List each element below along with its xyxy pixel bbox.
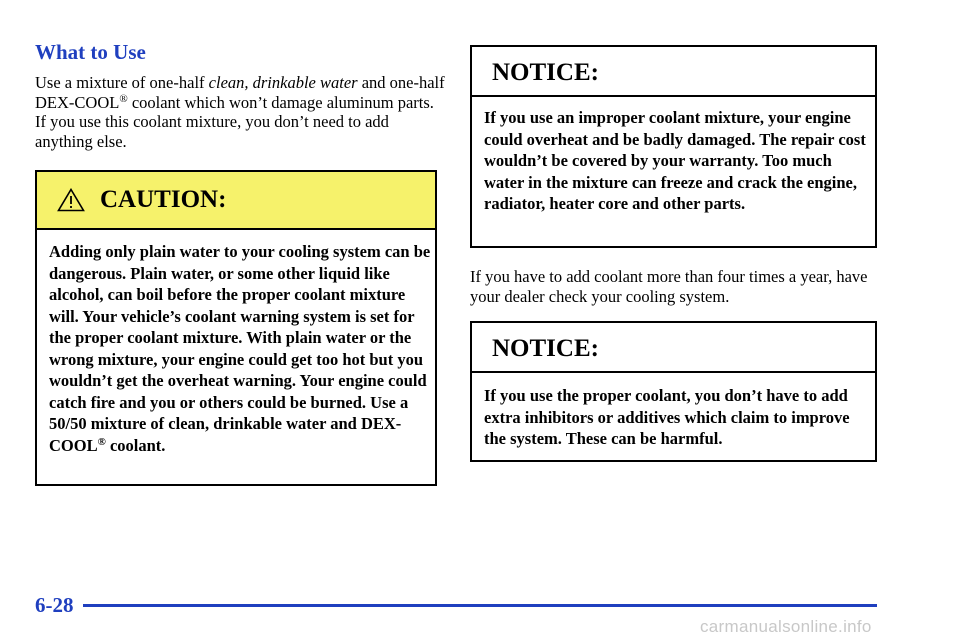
notice-box-proper-coolant [470, 321, 877, 462]
intro-text-1: Use a mixture of one-half [35, 73, 209, 92]
section-heading: What to Use [35, 40, 146, 64]
warning-triangle-icon [57, 188, 85, 212]
notice-text: If you use an improper coolant mixture, your engine could overheat and be badly damaged. The repair cost wouldn’t be covered by your warranty. Too much water in the mixture can freeze and crack the engine, radiator, heater core and other parts. [484, 108, 866, 213]
coolant-frequency-paragraph: If you have to add coolant more than four times a year, have your dealer check your cooling system. [470, 267, 868, 306]
intro-text-2: and one-half DEX-COOL [35, 73, 445, 112]
registered-mark: ® [119, 92, 128, 105]
intro-italic-text: clean, drinkable water [208, 73, 358, 92]
notice-text: If you use the proper coolant, you don’t have to add extra inhibitors or additives which claim to improve the system. These can be harmful. [484, 386, 850, 448]
caution-box [35, 170, 437, 486]
caution-text-1: Adding only plain water to your cooling system can be dangerous. Plain water, or some other liquid like alcohol, can boil before the proper coolant mixture will. Your vehicle’s coolant warning system is set for the proper coolant mixture. With plain water or the wrong mixture, your engine could get too hot but you wouldn’t get the overheat warning. Your engine could catch fire and you or others could be burned. Use a 50/50 mixture of clean, drinkable water and DEX-COOL [49, 242, 431, 455]
caution-text [49, 241, 433, 456]
notice-header [472, 47, 875, 97]
watermark: carmanualsonline.info [700, 617, 872, 636]
notice-title: NOTICE: [492, 335, 599, 362]
caution-title: CAUTION: [100, 186, 227, 213]
notice-header [472, 323, 875, 373]
notice-title: NOTICE: [492, 59, 599, 86]
intro-text-3: coolant which won’t damage aluminum parts. If you use this coolant mixture, you don’t need to add anything else. [35, 92, 434, 151]
footer-rule [83, 604, 877, 607]
page-number: 6-28 [35, 593, 74, 617]
caution-text-2: coolant. [105, 435, 166, 455]
intro-paragraph [35, 73, 445, 151]
caution-header [37, 172, 435, 230]
notice-box-improper-mixture [470, 45, 877, 248]
caution-registered-mark: ® [97, 435, 106, 448]
